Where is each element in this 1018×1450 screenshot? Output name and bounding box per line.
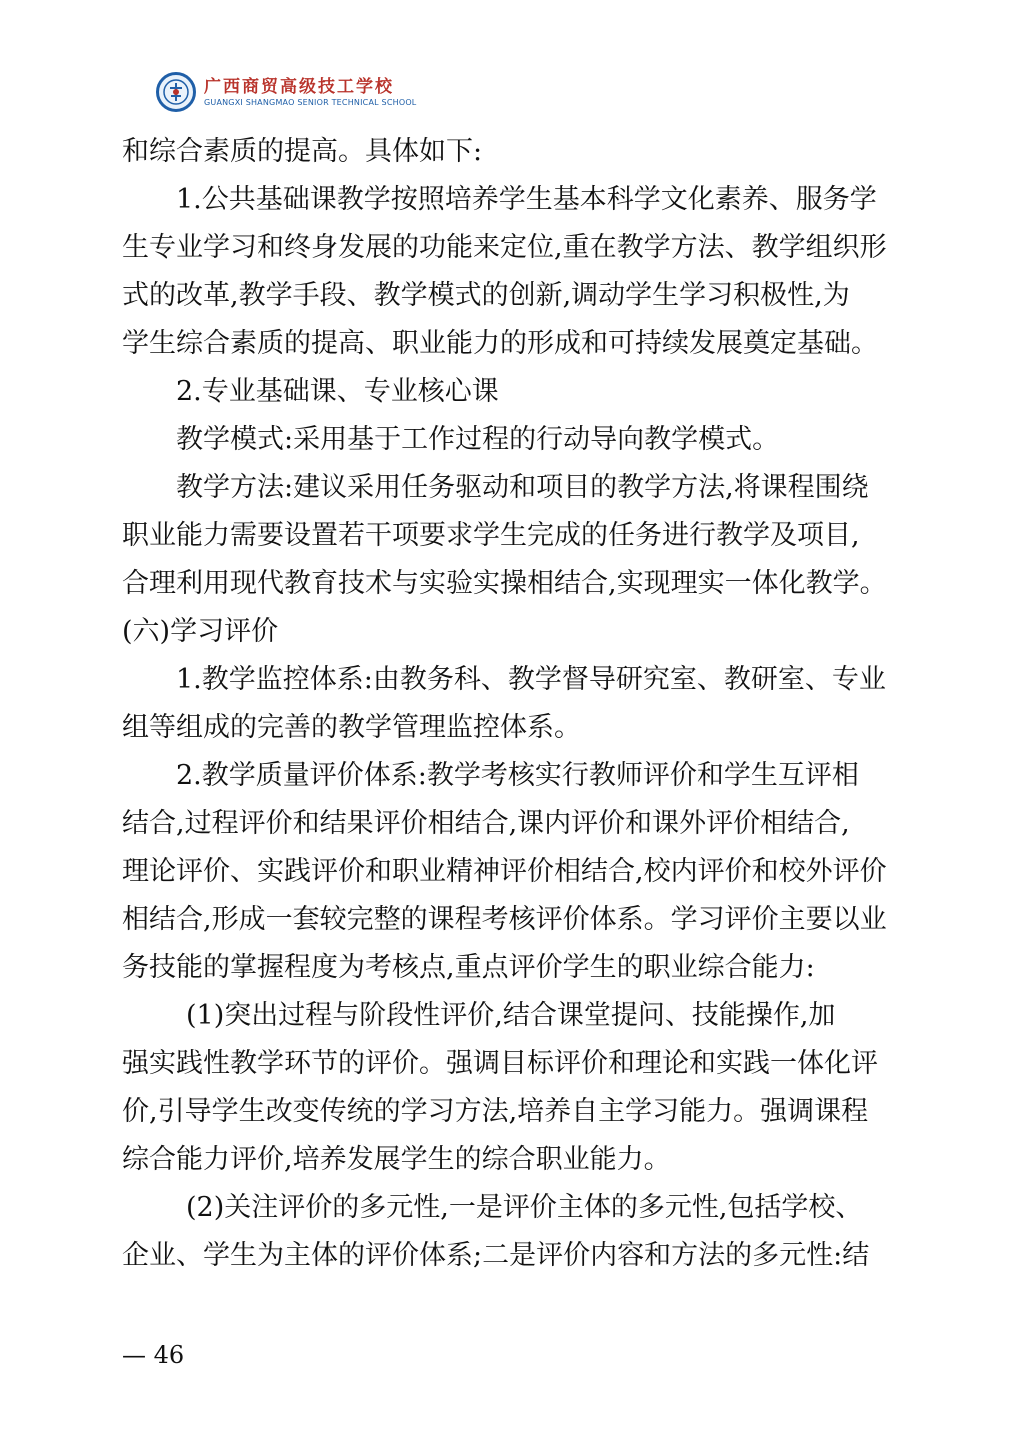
- paragraph-line: 企业、学生为主体的评价体系;二是评价内容和方法的多元性:结: [122, 1240, 870, 1271]
- paragraph-line: 理论评价、实践评价和职业精神评价相结合,校内评价和校外评价: [122, 856, 887, 887]
- page-header: [156, 72, 416, 112]
- paragraph-line: 2.教学质量评价体系:教学考核实行教师评价和学生互评相: [176, 760, 859, 791]
- school-name-en: GUANGXI SHANGMAO SENIOR TECHNICAL SCHOOL: [204, 97, 417, 107]
- paragraph-line: 2.专业基础课、专业核心课: [176, 376, 499, 407]
- paragraph-line: 务技能的掌握程度为考核点,重点评价学生的职业综合能力:: [122, 952, 815, 983]
- paragraph-line: 和综合素质的提高。具体如下:: [122, 136, 483, 167]
- paragraph-line: 强实践性教学环节的评价。强调目标评价和理论和实践一体化评: [122, 1048, 878, 1079]
- paragraph-line: 1.教学监控体系:由教务科、教学督导研究室、教研室、专业: [176, 664, 886, 695]
- document-body: [122, 128, 900, 1280]
- school-name-cn: 广西商贸高级技工学校: [204, 76, 394, 97]
- paragraph-line: 式的改革,教学手段、教学模式的创新,调动学生学习积极性,为: [122, 280, 850, 311]
- paragraph-line: 生专业学习和终身发展的功能来定位,重在教学方法、教学组织形: [122, 232, 887, 263]
- paragraph-line: 综合能力评价,培养发展学生的综合职业能力。: [122, 1144, 671, 1175]
- paragraph-line: 结合,过程评价和结果评价相结合,课内评价和课外评价相结合,: [122, 808, 850, 839]
- school-emblem-icon: [156, 72, 196, 112]
- paragraph-line: 1.公共基础课教学按照培养学生基本科学文化素养、服务学: [176, 184, 877, 215]
- page-number: — 46: [122, 1341, 185, 1369]
- paragraph-line: 相结合,形成一套较完整的课程考核评价体系。学习评价主要以业: [122, 904, 887, 935]
- section-heading: (六)学习评价: [122, 616, 279, 647]
- paragraph-line: 教学模式:采用基于工作过程的行动导向教学模式。: [176, 424, 780, 455]
- school-logo-text: [204, 77, 416, 108]
- paragraph-line: 价,引导学生改变传统的学习方法,培养自主学习能力。强调课程: [122, 1096, 869, 1127]
- paragraph-line: 学生综合素质的提高、职业能力的形成和可持续发展奠定基础。: [122, 328, 878, 359]
- paragraph-line: 组等组成的完善的教学管理监控体系。: [122, 712, 581, 743]
- paragraph-line: (2)关注评价的多元性,一是评价主体的多元性,包括学校、: [186, 1192, 863, 1223]
- paragraph-line: 教学方法:建议采用任务驱动和项目的教学方法,将课程围绕: [176, 472, 869, 503]
- paragraph-line: 职业能力需要设置若干项要求学生完成的任务进行教学及项目,: [122, 520, 860, 551]
- paragraph-line: 合理利用现代教育技术与实验实操相结合,实现理实一体化教学。: [122, 568, 887, 599]
- paragraph-line: (1)突出过程与阶段性评价,结合课堂提问、技能操作,加: [186, 1000, 836, 1031]
